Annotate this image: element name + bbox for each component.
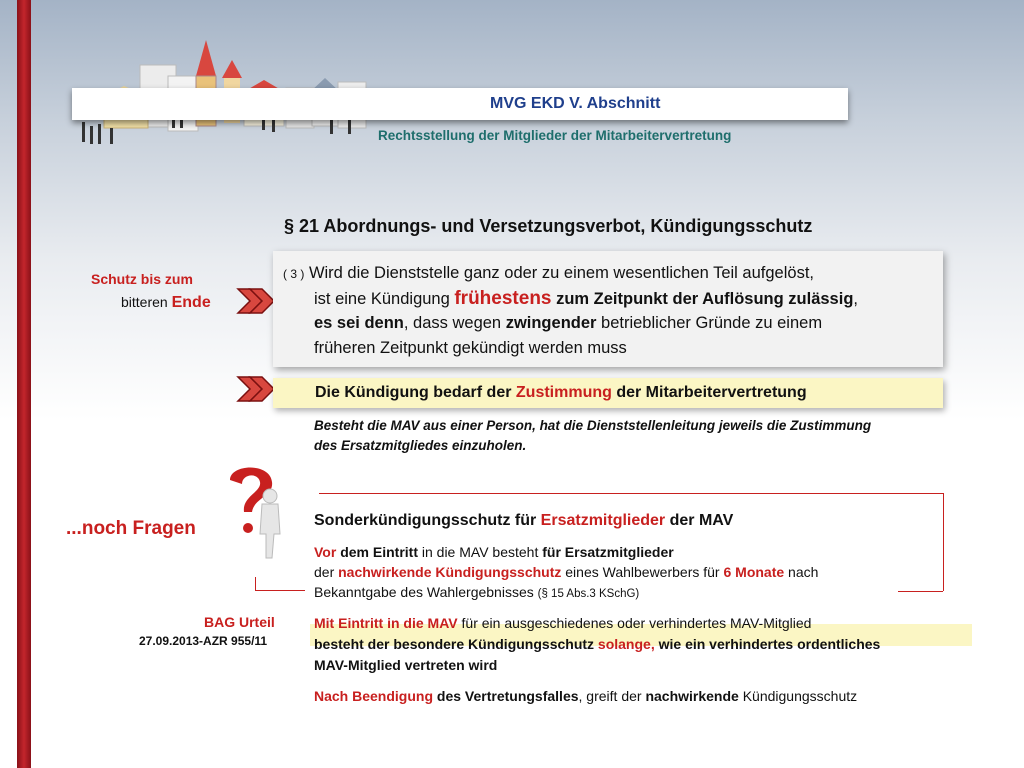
note-line2: des Ersatzmitgliedes einzuholen. [314, 438, 527, 453]
mitglied-line1 [314, 615, 811, 631]
nach-l1-e: Kündigungsschutz [738, 688, 858, 704]
nach-l1-b: des Vertretungsfalles [433, 688, 579, 704]
schutz-label-ende: Ende [171, 294, 211, 311]
frame-line-top [319, 493, 943, 494]
sonder-l3-b: (§ 15 Abs.3 KSchG) [537, 588, 640, 600]
sonder-l1-b: dem Eintritt [336, 544, 418, 560]
mitglied-l1-a: Mit Eintritt in die MAV [314, 615, 458, 631]
sonder-l2-d: 6 Monate [723, 564, 785, 580]
section-title: § 21 Abordnungs- und Versetzungsverbot, Kündigungsschutz [284, 216, 813, 236]
bag-urteil-reference: 27.09.2013-AZR 955/11 [139, 634, 268, 648]
absatz-number: ( 3 ) [283, 267, 305, 281]
schutz-label-line1: Schutz bis zum [91, 271, 193, 287]
sonder-l2-b: nachwirkende Kündigungsschutz [338, 564, 562, 580]
sonder-title-c: der MAV [665, 512, 734, 529]
mitglied-l2-a: besteht der besondere Kündigungsschutz [314, 636, 598, 652]
absatz3-line2-c: zum Zeitpunkt der Auflösung zulässig [551, 290, 854, 308]
header-strip [72, 88, 848, 120]
absatz3-es-sei-denn: es sei denn [314, 314, 404, 332]
sonder-l2-a: der [314, 564, 339, 580]
header-subtitle: Rechtsstellung der Mitglieder der Mitarbeitervertretung [378, 128, 732, 143]
absatz3-line2-d: , [853, 290, 858, 308]
frame-line-bottom-right [898, 591, 943, 592]
sonder-l2-e: nach [784, 564, 819, 580]
sonder-l2-c: eines Wahlbewerbers für [561, 564, 724, 580]
mitglied-l1-b: für ein ausgeschiedenes oder verhindertes MAV-Mitglied [457, 615, 812, 631]
sonder-l1-c: in die MAV besteht [417, 544, 543, 560]
absatz3-line3 [314, 314, 822, 333]
absatz3-line4: früheren Zeitpunkt gekündigt werden muss [314, 339, 627, 357]
schutz-label-bitteren: bitteren [121, 294, 172, 310]
bag-urteil-label: BAG Urteil [204, 614, 275, 630]
sonder-line1 [314, 544, 674, 560]
absatz3-zwingender: zwingender [505, 314, 597, 332]
note-line1: Besteht die MAV aus einer Person, hat die Dienststellenleitung jeweils die Zustimmung [314, 418, 872, 433]
mitglied-l2-c: wie ein verhindertes ordentliches [654, 636, 881, 652]
chevron-arrow-icon [236, 287, 276, 315]
mav-single-person-note [314, 416, 871, 456]
chevron-arrow-icon [236, 375, 276, 403]
schutz-label-line2 [121, 294, 211, 312]
nach-l1-d: nachwirkende [645, 688, 739, 704]
absatz3-box [273, 251, 943, 367]
sonder-title [314, 512, 733, 530]
zustimmung-box [273, 378, 943, 408]
absatz3-line3-b: , dass wegen [403, 314, 506, 332]
sonder-title-a: Sonderkündigungsschutz für [314, 512, 541, 529]
frame-line-left [255, 577, 256, 590]
nach-beendigung-line [314, 688, 857, 704]
absatz3-line3-d: betrieblicher Gründe zu einem [596, 314, 823, 332]
frame-line-right [943, 493, 944, 591]
zustimmung-a: Die Kündigung bedarf der [315, 384, 516, 401]
absatz3-line2-a: ist eine Kündigung [314, 290, 455, 308]
absatz3-line1: Wird die Dienststelle ganz oder zu einem wesentlichen Teil aufgelöst, [308, 264, 814, 282]
zustimmung-c: der Mitarbeitervertretung [611, 384, 807, 401]
sonder-l3-a: Bekanntgabe des Wahlergebnisses [314, 584, 538, 600]
left-accent-bar [17, 0, 31, 768]
sonder-line3 [314, 584, 639, 600]
zustimmung-b: Zustimmung [515, 384, 612, 401]
noch-fragen-label: ...noch Fragen [66, 518, 196, 539]
sonder-l1-d: für Ersatzmitglieder [542, 544, 674, 560]
sonder-title-b: Ersatzmitglieder [540, 512, 666, 529]
absatz3-line2 [314, 288, 858, 310]
mitglied-l2-b: solange, [597, 636, 655, 652]
question-mark-figure-icon [220, 462, 290, 562]
mitglied-line3: MAV-Mitglied vertreten wird [314, 657, 498, 673]
absatz3-fruehestens: frühestens [454, 288, 552, 309]
nach-l1-a: Nach Beendigung [314, 688, 434, 704]
nach-l1-c: , greift der [578, 688, 646, 704]
mitglied-line2 [314, 636, 880, 652]
zustimmung-text [315, 384, 807, 402]
header-title: MVG EKD V. Abschnitt [490, 95, 661, 112]
sonder-l1-a: Vor [314, 544, 337, 560]
frame-line-bottom-left [255, 590, 305, 591]
sonder-line2 [314, 564, 818, 580]
